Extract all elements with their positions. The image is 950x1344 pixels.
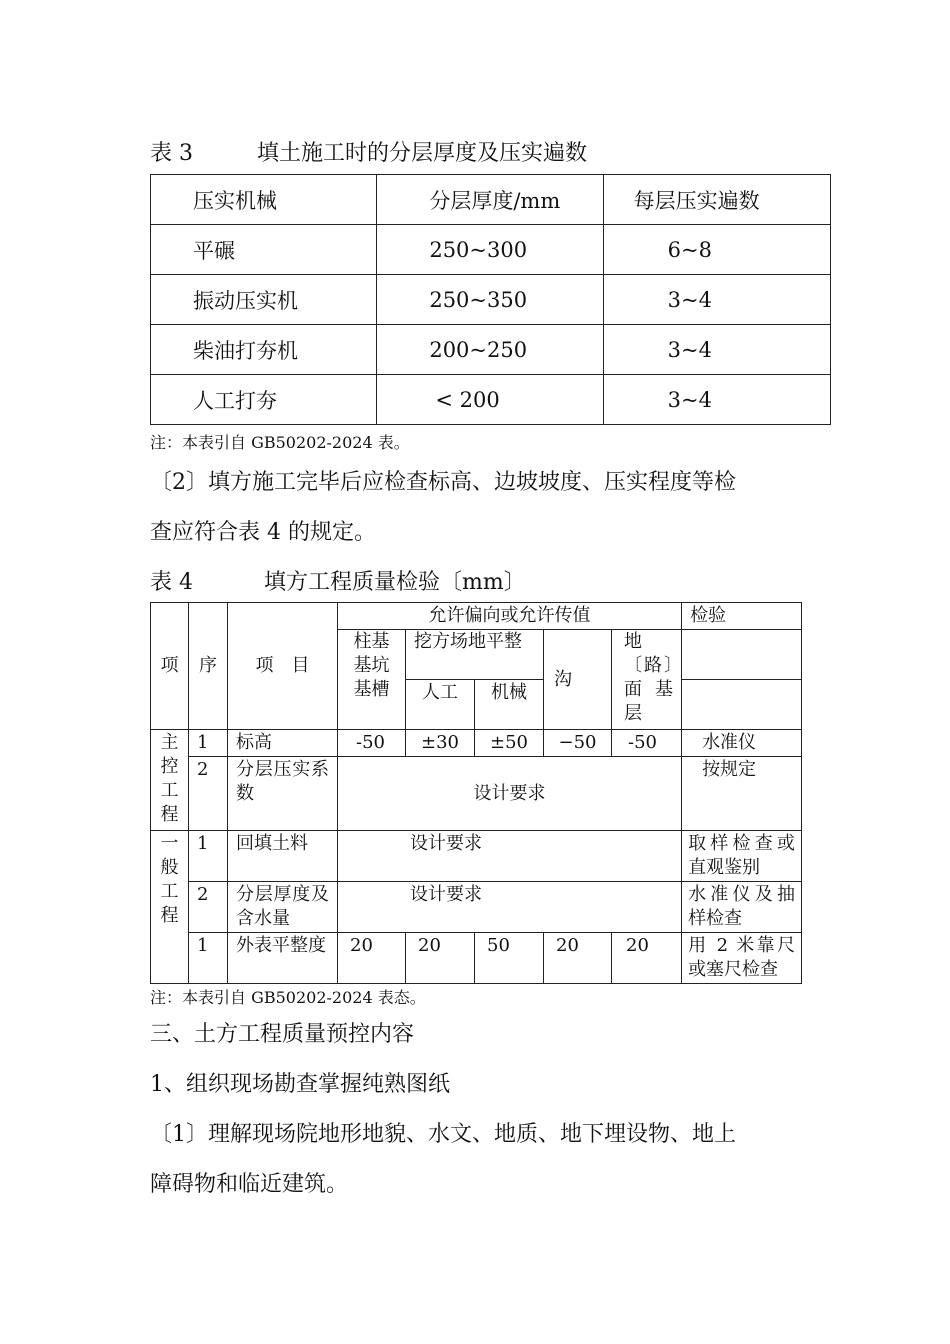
- table4-main-group-label: 主控工程: [160, 732, 179, 825]
- table3-cell: 柴油打夯机: [151, 325, 377, 375]
- table4-name: 分层压实系数: [228, 757, 338, 831]
- table4-pit: 20: [338, 933, 406, 984]
- table4-header-pit: 柱基基坑基槽: [338, 630, 406, 730]
- table4-header-empty: [682, 680, 802, 730]
- table4-method: 用 2 米靠尺或塞尺检查: [682, 933, 802, 984]
- table4-seq: 1: [189, 730, 228, 757]
- table3-cell: 振动压实机: [151, 275, 377, 325]
- table4-method: 水准仪: [682, 730, 802, 757]
- table-row: [151, 325, 831, 375]
- table-row: [151, 275, 831, 325]
- table4-note: 注：本表引自 GB50202-2024 表态。: [150, 988, 426, 1007]
- table-row: [151, 730, 802, 757]
- table4-spec: 设计要求: [338, 831, 682, 882]
- table-row: [151, 882, 802, 933]
- table-row: [151, 375, 831, 425]
- table-row: [151, 757, 802, 831]
- table4-name: 分层厚度及含水量: [228, 882, 338, 933]
- table3-cell: < 200: [377, 375, 603, 425]
- table3-cell: 3~4: [603, 375, 830, 425]
- table4-header-road: 地〔路〕面基层: [612, 630, 682, 730]
- table4-header-manual: 人工: [406, 680, 475, 730]
- table4-name: 回填土料: [228, 831, 338, 882]
- table3-cell: 平碾: [151, 225, 377, 275]
- table4-spec: 设计要求: [338, 757, 682, 831]
- table-header-row: [151, 603, 802, 630]
- table4-method: 水准仪及抽样检查: [682, 882, 802, 933]
- table4-header-seq: 序: [189, 603, 228, 730]
- table4-header-project: 项 目: [228, 603, 338, 730]
- table4-header-field: 挖方场地平整: [406, 630, 544, 680]
- table-header-row: [151, 175, 831, 225]
- table4-seq: 1: [189, 831, 228, 882]
- table4-method: 按规定: [682, 757, 802, 831]
- section3-para-line1: 〔1〕理解现场院地形地貌、水文、地质、地下埋设物、地上: [150, 1122, 736, 1147]
- table4-header-ditch: 沟: [544, 630, 612, 730]
- section3-para-line2: 障碍物和临近建筑。: [150, 1172, 349, 1197]
- table3-header-thickness: 分层厚度/mm: [377, 175, 603, 225]
- paragraph1-line2: 查应符合表 4 的规定。: [150, 520, 376, 545]
- table4-name: 标高: [228, 730, 338, 757]
- table-row: [151, 933, 802, 984]
- table3-cell: 250~300: [377, 225, 603, 275]
- table4-header-check: 检验: [682, 603, 802, 630]
- table3-cell: 200~250: [377, 325, 603, 375]
- table4-ditch: 20: [544, 933, 612, 984]
- table4-seq: 2: [189, 882, 228, 933]
- table3-header-passes: 每层压实遍数: [603, 175, 830, 225]
- table4-method: 取样检查或直观鉴别: [682, 831, 802, 882]
- table4-spec: 设计要求: [338, 882, 682, 933]
- table4-general-group-label: 一般工程: [160, 833, 179, 926]
- table3-cell: 3~4: [603, 325, 830, 375]
- table4-header-machine: 机械: [475, 680, 544, 730]
- table4-manual: 20: [406, 933, 475, 984]
- table4-header-item: 项: [151, 603, 189, 730]
- table4: [150, 602, 802, 984]
- paragraph1-line1: 〔2〕填方施工完毕后应检查标高、边坡坡度、压实程度等检: [150, 470, 736, 495]
- table4-main-group: [151, 730, 189, 831]
- table3-header-machine: 压实机械: [151, 175, 377, 225]
- table4-seq: 2: [189, 757, 228, 831]
- table3-caption-label: 表 3: [150, 141, 193, 166]
- table3: [150, 174, 831, 425]
- table4-pit: -50: [338, 730, 406, 757]
- table3-cell: 人工打夯: [151, 375, 377, 425]
- table4-seq: 1: [189, 933, 228, 984]
- table4-caption-title: 填方工程质量检验〔mm〕: [264, 570, 526, 595]
- table3-cell: 250~350: [377, 275, 603, 325]
- table4-manual: ±30: [406, 730, 475, 757]
- table4-machine: ±50: [475, 730, 544, 757]
- table-row: [151, 831, 802, 882]
- table3-caption-title: 填土施工时的分层厚度及压实遍数: [257, 141, 588, 166]
- table-row: [151, 225, 831, 275]
- section3-heading: 三、土方工程质量预控内容: [150, 1022, 415, 1047]
- table4-caption-label: 表 4: [150, 570, 193, 595]
- table4-general-group: [151, 831, 189, 984]
- table4-ditch: −50: [544, 730, 612, 757]
- table4-header-group: 允许偏向或允许传值: [338, 603, 682, 630]
- table3-note: 注：本表引自 GB50202-2024 表。: [150, 433, 410, 452]
- table4-road: -50: [612, 730, 682, 757]
- table4-road: 20: [612, 933, 682, 984]
- table3-cell: 6~8: [603, 225, 830, 275]
- table4-name: 外表平整度: [228, 933, 338, 984]
- table3-cell: 3~4: [603, 275, 830, 325]
- table4-header-empty: [682, 630, 802, 680]
- table4-machine: 50: [475, 933, 544, 984]
- section3-sub1: 1、组织现场勘查掌握纯熟图纸: [150, 1072, 450, 1097]
